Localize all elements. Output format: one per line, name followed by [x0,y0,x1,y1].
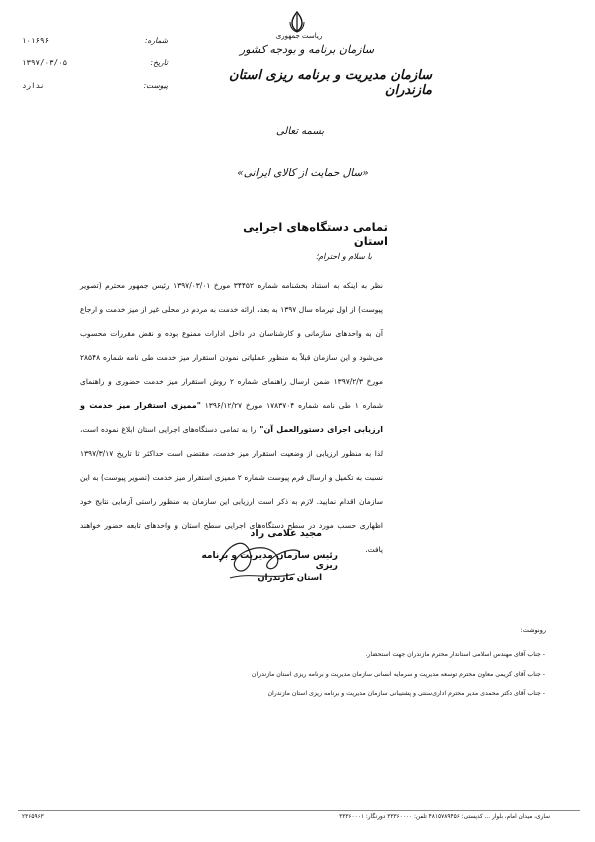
salutation: با سلام و احترام؛ [315,252,372,261]
year-motto: «سال حمایت از کالای ایرانی» [237,167,369,179]
footer-address: ساری، میدان امام، بلوار ... کدپستی: ۴۸۱۵۷۸۹۴۵۶ تلفن: ۳۳۳۶۰۰۰۰ دورنگار: ۳۳۳۶۰۰۰۱ [339,814,550,820]
letter-number-value: ۱۰۱۶۹۶ [22,36,50,45]
signer-title: رئیس سازمان مدیریت و برنامه ریزی [201,551,338,571]
footer-divider [18,810,580,811]
cc-item: - جناب آقای کریمی معاون محترم توسعه مدیریت و سرمایه انسانی سازمان مدیریت و برنامه ریزی استان مازندران [251,671,545,678]
letter-date-label: تاریخ: [150,58,168,67]
signer-name: مجید علامی راد [250,528,322,539]
signer-title-province: استان مازندران [257,573,322,583]
recipient-line: تمامی دستگاه‌های اجرایی استان [243,220,388,248]
letter-attachment-value: ندارد [22,81,45,90]
cc-item: - جناب آقای مهندس اسلامی استاندار محترم مازندران جهت استحضار. [365,651,545,658]
cc-item: - جناب آقای دکتر محمدی مدیر محترم اداری‌سنتی و پشتیبانی سازمان مدیریت و برنامه ریزی استان مازندران [267,690,545,697]
letter-date-value: ۱۳۹۷/۰۳/۰۵ [22,58,68,67]
letter-body [80,274,383,562]
cc-label: رونوشت: [520,626,546,634]
iran-emblem-icon [286,10,308,34]
body-text-part1: نظر به اینکه به استناد بخشنامه شماره ۳۴۴۵۲ مورخ ۱۳۹۷/۰۳/۰۱ رئیس جمهور محترم (تصویر پیوست) از اول تیرماه سال ۱۳۹۷ به بعد، ارائه خدمت به مردم در محلی غیر از میز خدمت و ارجاع آن به واحدهای سازمانی و کارشناسان در داخل ادارات ممنوع بوده و نقض مقررات محسوب می‌شود و این سازمان قبلاً به منظور عملیاتی نمودن استقرار میز خدمت طی نامه شماره ۲۸۵۴۸ مورخ ۱۳۹۷/۲/۳ ضمن ارسال راهنمای شماره ۲ روش استقرار میز خدمت حضوری و راهنمای شماره ۱ طی نامه شماره ۱۷۸۳۷۰۴ مورخ ۱۳۹۶/۱۲/۲۷ [80,281,384,410]
body-bold-phrase: "ممیزی استقرار میز خدمت و ارزیابی اجرای دستورالعمل آن" [80,401,383,434]
letter-attachment-row [22,81,168,95]
presidency-title: ریاست جمهوری [275,32,323,40]
letter-attachment-label: پیوست: [143,81,168,90]
organization-name-primary: سازمان برنامه و بودجه کشور [239,43,375,56]
body-text-part2: را به تمامی دستگاه‌های اجرایی استان ابلاغ نموده است، لذا به منظور ارزیابی از وضعیت استقرار میز خدمت، مقتضی است حداکثر تا تاریخ ۱۳۹۷/۳/۱۷ نسبت به تکمیل و ارسال فرم پیوست شماره ۲ ممیزی استقرار میز خدمت (تصویر پیوست) به این سازمان اقدام نمایید. لازم به ذکر است ارزیابی این سازمان به منظور راستی آزمایی نتایج خود اظهاری حسب مورد در سطح دستگاه‌های اجرایی سطح استان و واحدهای تابعه حضور خواهند یافت. [80,425,384,554]
letter-number-row [22,36,168,50]
organization-name-secondary: سازمان مدیریت و برنامه ریزی استان مازندران [229,68,432,98]
footer-code: ۲۳۶۵۹۶۳ [22,814,44,820]
letter-date-row [22,58,168,72]
bismillah-heading: بسمه تعالی [275,126,325,137]
letter-number-label: شماره: [145,36,168,45]
